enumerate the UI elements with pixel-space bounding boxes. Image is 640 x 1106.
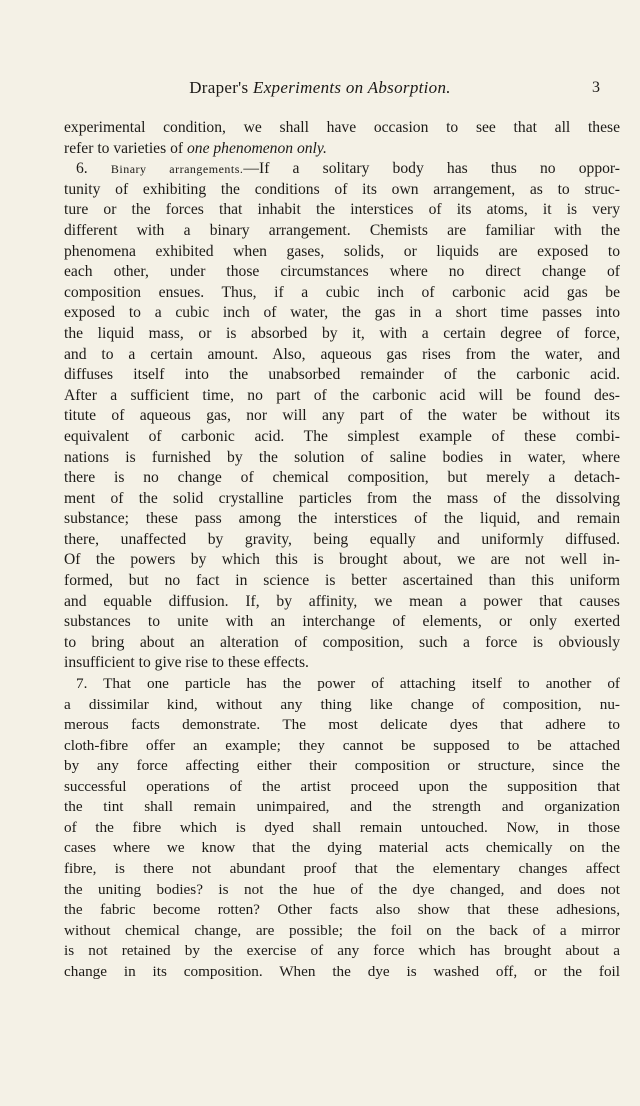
text-span: —If a solitary body has thus no oppor- xyxy=(243,160,620,178)
text-line: insufficient to give rise to these effects. xyxy=(64,654,309,672)
text-line: exposed to a cubic inch of water, the gas in a short time passes into xyxy=(64,304,620,322)
text-line: and equable diffusion. If, by affinity, we mean a power that causes xyxy=(64,592,620,610)
text-line xyxy=(64,139,620,160)
running-head xyxy=(0,78,640,98)
text-line: substances to unite with an interchange of elements, or only exerted xyxy=(64,613,620,631)
text-line: the fabric become rotten? Other facts also show that these adhesions, xyxy=(64,901,620,919)
text-line: fibre, is there not abundant proof that the elementary changes affect xyxy=(64,859,620,877)
text-line: 7. That one particle has the power of attaching itself to another of xyxy=(76,675,620,693)
section-6-heading-line xyxy=(64,159,620,180)
text-line: nations is furnished by the solution of saline bodies in water, where xyxy=(64,448,620,466)
text-line: ment of the solid crystalline particles from the mass of the dissolving xyxy=(64,489,620,507)
page-number: 3 xyxy=(592,79,600,96)
text-line: of the fibre which is dyed shall remain untouched. Now, in those xyxy=(64,818,620,836)
text-line: phenomena exhibited when gases, solids, or liquids are exposed to xyxy=(64,242,620,260)
text-line: without chemical change, are possible; the foil on the back of a mirror xyxy=(64,921,620,939)
text-line: experimental condition, we shall have occasion to see that all these xyxy=(64,119,620,136)
text-line: titute of aqueous gas, nor will any part of the water be without its xyxy=(64,407,620,425)
text-line: cloth-fibre offer an example; they cannot be supposed to be attached xyxy=(64,736,620,754)
text-line: formed, but no fact in science is better ascertained than this uniform xyxy=(64,572,620,590)
text-line: equivalent of carbonic acid. The simplest example of these combi- xyxy=(64,427,620,445)
section-heading: Binary arrangements. xyxy=(110,162,244,177)
text-line: diffuses itself into the unabsorbed remainder of the carbonic acid. xyxy=(64,366,620,384)
text-line: merous facts demonstrate. The most delicate dyes that adhere to xyxy=(64,716,620,734)
text-line: there is no change of chemical composition, but merely a detach- xyxy=(64,469,620,487)
section-7 xyxy=(64,674,620,982)
text-line: ture or the forces that inhabit the interstices of its atoms, it is very xyxy=(64,201,620,219)
text-line: successful operations of the artist proceed upon the supposition that xyxy=(64,777,620,795)
text-line: different with a binary arrangement. Chemists are familiar with the xyxy=(64,221,620,239)
header-author: Draper's xyxy=(189,78,249,97)
text-line: the tint shall remain unimpaired, and the strength and organization xyxy=(64,798,620,816)
text-line: Of the powers by which this is brought about, we are not well in- xyxy=(64,551,620,569)
text-line: tunity of exhibiting the conditions of its own arrangement, as to struc- xyxy=(64,180,620,198)
text-line: a dissimilar kind, without any thing like change of composition, nu- xyxy=(64,695,620,713)
text-line: change in its composition. When the dye is washed off, or the foil xyxy=(64,962,620,980)
text-line: After a sufficient time, no part of the carbonic acid will be found des- xyxy=(64,386,620,404)
body-text xyxy=(64,118,620,982)
text-line: is not retained by the exercise of any force which has brought about a xyxy=(64,942,620,960)
page-header xyxy=(0,78,640,108)
text-line: substance; these pass among the interstices of the liquid, and remain xyxy=(64,510,620,528)
text-line: there, unaffected by gravity, being equally and uniformly diffused. xyxy=(64,530,620,548)
text-line: cases where we know that the dying material acts chemically on the xyxy=(64,839,620,857)
text-line: to bring about an alteration of composition, such a force is obviously xyxy=(64,633,620,651)
text-line: composition ensues. Thus, if a cubic inch of carbonic acid gas be xyxy=(64,283,620,301)
italic-phrase: one phenomenon only. xyxy=(186,139,327,157)
text-line: the liquid mass, or is absorbed by it, with a certain degree of force, xyxy=(64,324,620,342)
text-line: by any force affecting either their composition or structure, since the xyxy=(64,757,620,775)
text-line: and to a certain amount. Also, aqueous gas rises from the water, and xyxy=(64,345,620,363)
section-number: 6. xyxy=(76,160,88,178)
header-title: Experiments on Absorption. xyxy=(253,78,451,97)
text-line: each other, under those circumstances where no direct change of xyxy=(64,263,620,281)
text-span: refer to varieties of xyxy=(64,139,184,157)
text-line: the uniting bodies? is not the hue of the dye changed, and does not xyxy=(64,880,620,898)
